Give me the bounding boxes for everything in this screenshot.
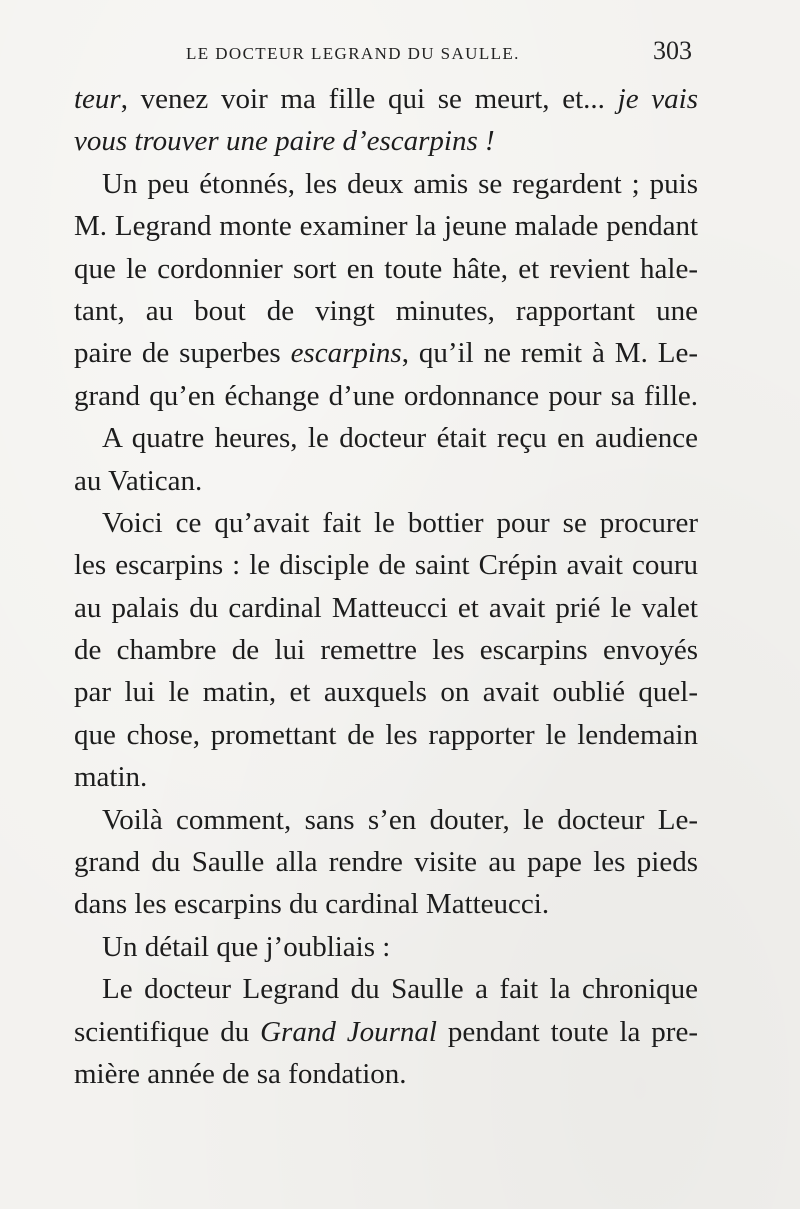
text-line-6: tant, au bout de vingt minutes, rapportant une [74,294,698,327]
text-line-19: grand du Saulle alla rendre visite au pape les pieds [74,846,698,879]
text-line-23 [74,1011,698,1053]
italic-fragment: Grand Journal [260,1015,437,1048]
text-line-5: que le cordonnier sort en toute hâte, et revient hale- [74,252,698,285]
text-line-21: Un détail que j’oubliais : [102,930,391,963]
italic-fragment: teur [74,83,121,115]
text-line-2 [74,120,698,162]
text-line-10: au Vatican. [74,464,203,497]
text-line-16: que chose, promettant de les rapporter le lendemain [74,718,698,751]
text-line-22: Le docteur Legrand du Saulle a fait la chronique [102,973,698,1006]
text-line-7 [74,332,698,374]
text-fragment: pendant toute la pre- [436,1015,698,1048]
text-line-15: par lui le matin, et auxquels on avait oublié quel- [74,676,698,709]
text-line-12: les escarpins : le disciple de saint Crépin avait couru [74,549,698,582]
text-line-8: grand qu’en échange d’une ordonnance pour sa fille. [74,379,698,412]
text-fragment: paire de superbes [74,337,291,370]
text-fragment: , venez voir ma fille qui se meurt, et... [120,83,605,115]
text-line-9: A quatre heures, le docteur était reçu en audience [102,422,698,455]
text-line-20: dans les escarpins du cardinal Matteucci. [74,888,550,921]
text-fragment: , qu’il ne remit à M. Le- [401,337,698,370]
italic-fragment: escarpins [290,337,402,370]
text-fragment: scientifique du [74,1015,261,1048]
text-line-13: au palais du cardinal Matteucci et avait prié le valet [74,591,698,624]
text-line-4: M. Legrand monte examiner la jeune malade pendant [74,210,698,243]
text-line-18: Voilà comment, sans s’en douter, le docteur Le- [102,803,698,836]
italic-fragment: je vais [617,83,698,115]
text-line-3: Un peu étonnés, les deux amis se regardent ; puis [102,167,698,200]
text-line-17: matin. [74,761,148,794]
body-text [74,78,698,1095]
text-line-14: de chambre de lui remettre les escarpins envoyés [74,634,698,667]
page-number: 303 [653,36,692,65]
text-line-1 [74,78,698,120]
italic-fragment: vous trouver une paire d’escarpins ! [74,125,495,158]
text-line-24: mière année de sa fondation. [74,1057,407,1090]
running-title: LE DOCTEUR LEGRAND DU SAULLE. [186,44,520,63]
text-line-11: Voici ce qu’avait fait le bottier pour se procurer [102,506,698,539]
